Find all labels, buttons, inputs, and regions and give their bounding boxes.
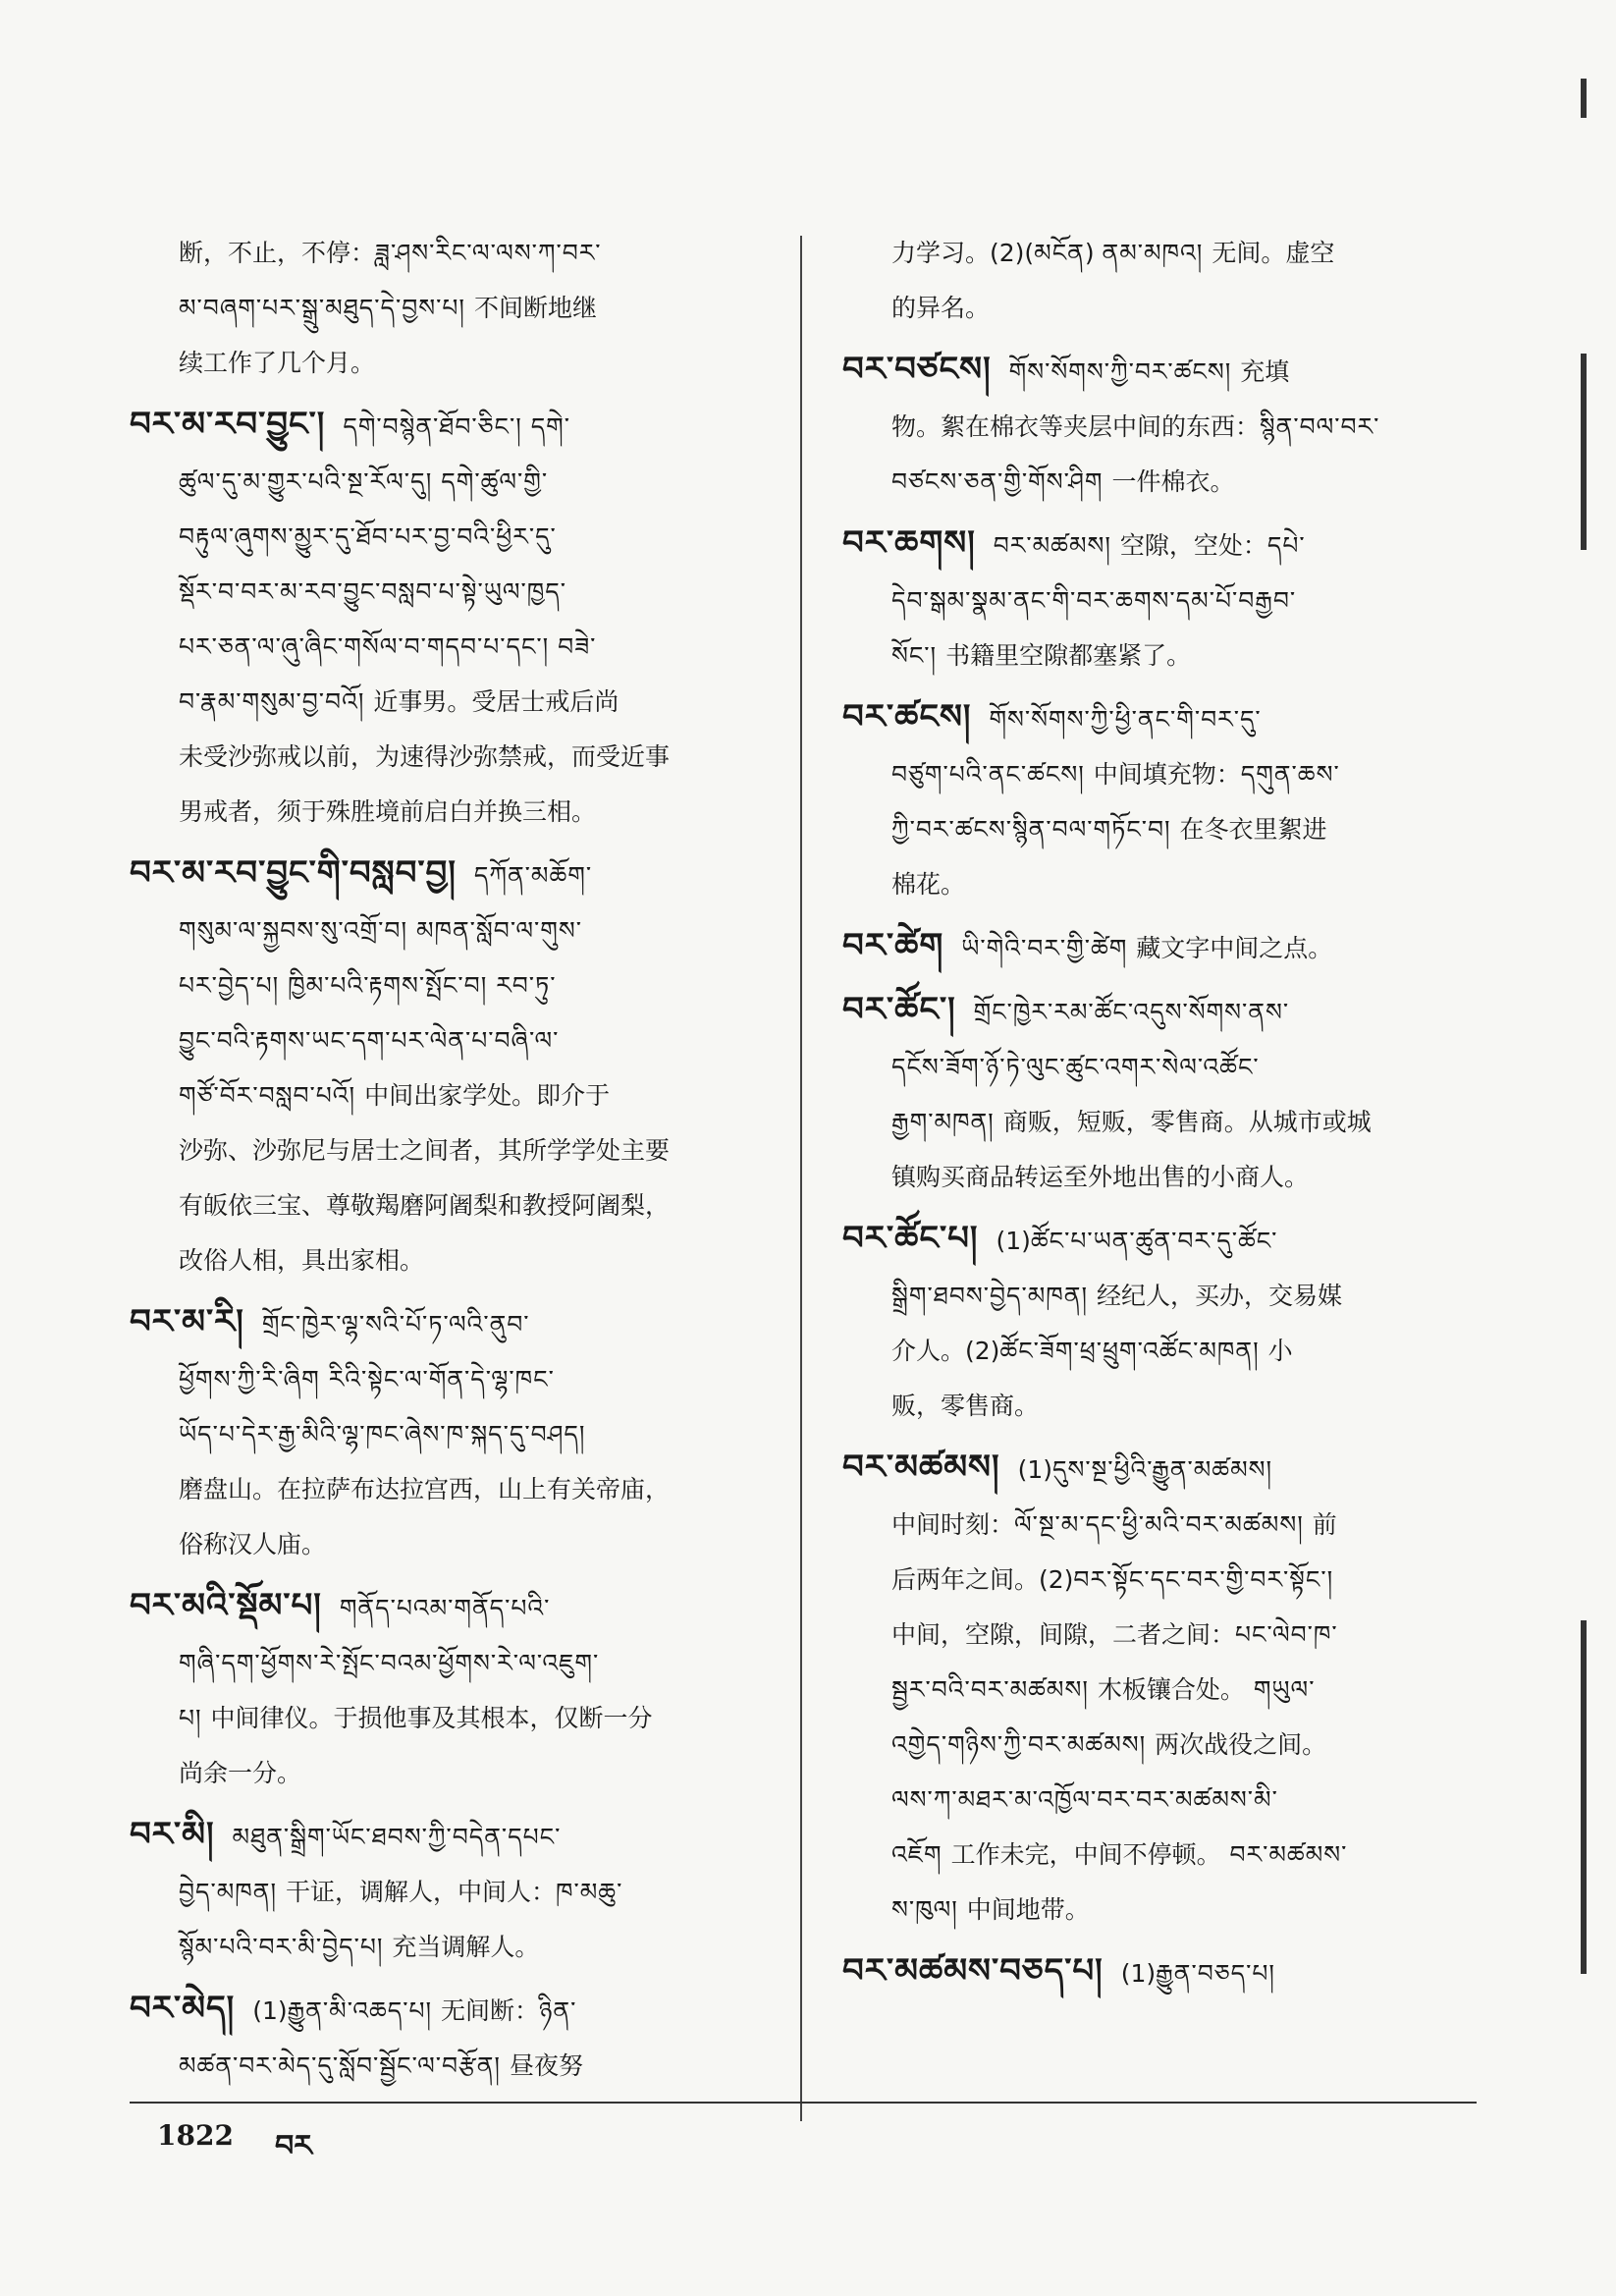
tibetan-text: གནོད་པའམ་གནོད་པའི་ [339,1594,551,1622]
footer-rule [130,2102,1477,2104]
entry-line [130,1178,778,1233]
tibetan-text: མ་བཞག་པར་སྒྲུ་མཐུད་དེ་བྱས་པ། [179,294,474,322]
tibetan-text: ཕྱོགས་ཀྱི་རི་ཞིག རིའི་སྟེང་ལ་གོན་དེ་ལྷ་ཁང་ [179,1365,555,1394]
dictionary-entry [130,1981,778,2094]
dictionary-entry [130,1294,778,1572]
chinese-text: 中间时刻： [891,1510,1015,1539]
tibetan-text: མཐུན་སྒྲིག་ཡོང་ཐབས་ཀྱི་བདེན་དཔང་ [232,1823,562,1851]
entry-line [130,1807,778,1865]
chinese-text: 木板镶合处。 [1097,1675,1245,1704]
chinese-text: 商贩，短贩，零售商。从城市或城 [1002,1108,1372,1136]
chinese-text: 续工作了几个月。 [179,349,376,377]
chinese-text: 中间出家学处。即介于 [364,1081,611,1110]
tibetan-text: བཙུག་པའི་ནང་ཚངས། [891,760,1094,789]
entry-line [130,397,778,455]
entry-line [842,1498,1476,1553]
tibetan-text: པང་ལེབ་ཁ་ [1235,1620,1338,1649]
chinese-text: 前 [1312,1510,1337,1539]
tibetan-text: པར་ཅན་ལ་ཞུ་ཞིང་གསོལ་བ་གདབ་པ་དང་། བཟེ་ [179,632,597,661]
entry-line [842,1324,1476,1379]
tibetan-text: བར་མཚམས་ [1220,1840,1348,1869]
entry-line [130,1746,778,1801]
dictionary-entry [842,1211,1476,1434]
chinese-text: 藏文字中间之点。 [1136,934,1333,962]
dictionary-entry [842,918,1476,976]
entry-line [842,1440,1476,1498]
chinese-text: 棉花。 [891,870,966,899]
tibetan-text: འཇོག [891,1840,951,1869]
entry-line [130,1517,778,1572]
dictionary-entry [842,342,1476,510]
tibetan-text: ཟླ་ཤས་རིང་ལ་ལས་ཀ་བར་ [375,239,602,267]
running-head: བར [275,2129,312,2163]
left-column [130,226,778,2100]
tibetan-text: བར་སྟོང་དང་བར་གྱི་བར་སྟོང་། [1073,1565,1334,1594]
tibetan-text: ལོ་སྔ་མ་དང་ཕྱི་མའི་བར་མཚམས། [1014,1510,1313,1539]
chinese-text: (1) [1120,1959,1157,1988]
tibetan-text: བཙངས་ཅན་གྱི་གོས་ཤིག [891,467,1112,496]
entry-line [842,516,1476,574]
tibetan-text: དུས་སྔ་ཕྱིའི་རྒྱུན་མཚམས། [1051,1455,1273,1484]
entry-line [130,281,778,336]
edge-mark [1581,1620,1587,1974]
entry-line [842,918,1476,976]
dictionary-entry [842,516,1476,683]
tibetan-text: རྒྱུན་བཅད་པ། [1156,1959,1275,1988]
headword: བར་མ་རབ་བྱུང་། [130,405,326,444]
tibetan-text: ས་ཁུལ། [891,1895,967,1924]
chinese-text: 物。絮在棉衣等夹层中间的东西： [891,412,1261,441]
headword: བར་མཚམས། [842,1448,1000,1487]
tibetan-text: ཚོང་ཟོག་ཕྲ་ཕྲུག་འཚོང་མཁན། [999,1337,1268,1365]
tibetan-text: ནམ་མཁའ། [1102,239,1212,267]
tibetan-text: བ་རྣམ་གསུམ་བྱ་བའོ། [179,687,374,716]
headword: བར་ཚོང་། [842,990,956,1029]
chinese-text: 断，不止，不停： [179,239,376,267]
entry-line [130,510,778,565]
chinese-text: 充当调解人。 [392,1933,540,1961]
tibetan-text: དངོས་ཟོག་ཉོ་ཏེ་ལུང་ཚུང་འགར་སེལ་འཚོང་ [891,1053,1260,1081]
entry-line [130,1462,778,1517]
chinese-text: 沙弥、沙弥尼与居士之间者，其所学学处主要 [179,1136,671,1165]
chinese-text: 力学习。(2)( [891,239,1035,267]
tibetan-text: གཙོ་བོར་བསླབ་པའོ། [179,1081,365,1110]
chinese-text: 工作未完，中间不停顿。 [950,1840,1221,1869]
headword: བར་མའི་སྡོམ་པ། [130,1586,322,1625]
chinese-text: 近事男。受居士戒后尚 [373,687,619,716]
chinese-text: 两次战役之间。 [1155,1730,1327,1759]
entry-line [130,226,778,281]
chinese-text: ) [1084,239,1103,267]
chinese-text: 有皈依三宝、尊敬羯磨阿阇梨和教授阿阇梨， [179,1191,671,1220]
tibetan-text: དགེ་བསྙེན་ཐོབ་ཅིང་། དགེ་ [343,412,571,441]
entry-line [130,1123,778,1178]
entry-line [842,455,1476,510]
tibetan-text: ལས་ཀ་མཐར་མ་འཁྱོལ་བར་བར་མཚམས་མི་ [891,1785,1278,1814]
tibetan-text: གསུམ་ལ་སྐྱབས་སུ་འགྲོ་བ། མཁན་སློབ་ལ་གུས་ [179,916,582,945]
entry-line [130,1352,778,1407]
tibetan-text: དེབ་སྒམ་སྣམ་ནང་གི་བར་ཆགས་དམ་པོ་བརྒྱབ་ [891,586,1297,615]
entry-line [842,747,1476,802]
edge-mark [1581,354,1587,550]
headword: བར་མི། [130,1815,215,1854]
right-column [842,226,1476,2007]
tibetan-text: སྒྲིག་ཐབས་བྱེད་མཁན། [891,1282,1097,1310]
entry-continuation [842,226,1476,336]
headword: བར་ཚེག [842,926,944,965]
entry-continuation [130,226,778,391]
tibetan-text: གྲོང་ཁྱེར་ལྷ་སའི་པོ་ཏ་ལའི་ནུབ་ [261,1310,530,1339]
entry-line [130,620,778,675]
tibetan-text: རྒྱག་མཁན། [891,1108,1003,1136]
tibetan-text: ཚུལ་དུ་མ་གྱུར་པའི་སྔ་རོལ་དུ། དགེ་ཚུལ་གྱི་ [179,467,549,496]
entry-line [842,281,1476,336]
entry-line [842,1150,1476,1205]
tibetan-text: པར་བྱེད་པ། ཁྱིམ་པའི་རྟགས་སྤོང་བ། རབ་ཏུ་ [179,971,557,1000]
tibetan-text: སྡོར་བ་བར་མ་རབ་བྱུང་བསླབ་པ་སྟེ་ཡུལ་ཁྱད་ [179,577,567,606]
tibetan-text: བྱུང་བའི་རྟགས་ཡང་དག་པར་ལེན་པ་བཞི་ལ་ [179,1026,560,1055]
entry-line [842,629,1476,683]
tibetan-text: མངོན [1034,239,1085,267]
entry-line [130,1578,778,1636]
chinese-text: 昼夜努 [509,2051,583,2080]
entry-line [130,565,778,620]
chinese-text: 后两年之间。(2) [891,1565,1074,1594]
headword: བར་བཙངས། [842,350,992,389]
entry-line [842,1718,1476,1773]
entry-line [130,1981,778,2039]
chinese-text: 镇购买商品转运至外地出售的小商人。 [891,1163,1310,1191]
tibetan-text: ཀྱི་བར་ཚངས་སྙིན་བལ་གཏོང་བ། [891,815,1180,844]
entry-line [130,730,778,785]
column-divider [800,236,802,2121]
tibetan-text: སྙོམ་པའི་བར་མི་བྱེད་པ། [179,1933,393,1961]
tibetan-text: མཚན་བར་མེད་དུ་སློབ་སྦྱོང་ལ་བརྩོན། [179,2051,510,2080]
entry-line [842,1943,1476,2001]
tibetan-text: གཞི་དག་ཕྱོགས་རེ་སྤོང་བའམ་ཕྱོགས་རེ་ལ་འཇུག་ [179,1649,600,1677]
entry-line [130,1865,778,1920]
chinese-text: 一件棉衣。 [1111,467,1235,496]
tibetan-text: བརྟུལ་ཞུགས་མྱུར་དུ་ཐོབ་པར་བྱ་བའི་ཕྱིར་དུ་ [179,522,557,551]
entry-line [130,336,778,391]
chinese-text: 空隙，空处： [1119,531,1267,560]
entry-line [842,1773,1476,1828]
chinese-text: 充填 [1240,357,1290,386]
tibetan-text: གོས་སོགས་ཀྱི་བར་ཚངས། [1008,357,1241,386]
tibetan-text: སོང་། [891,641,946,670]
tibetan-text: འགྱེད་གཉིས་ཀྱི་བར་མཚམས། [891,1730,1156,1759]
dictionary-entry [130,1578,778,1801]
tibetan-text: དཀོན་མཆོག་ [473,861,593,890]
entry-line [842,1040,1476,1095]
entry-line [842,1608,1476,1663]
entry-line [130,1920,778,1975]
tibetan-text: སྙིན་བལ་བར་ [1260,412,1380,441]
chinese-text: 小 [1267,1337,1293,1365]
entry-line [130,1068,778,1123]
entry-line [842,226,1476,281]
tibetan-text: པ། [179,1704,211,1732]
tibetan-text: སྦྱར་བའི་བར་མཚམས། [891,1675,1098,1704]
tibetan-text: གོས་སོགས་ཀྱི་ཕྱི་ནང་གི་བར་དུ་ [989,705,1262,734]
headword: བར་མ་རབ་བྱུང་གི་བསླབ་བྱ། [130,853,457,893]
entry-line [130,2039,778,2094]
tibetan-text: ཉིན་ [539,1996,577,2025]
entry-line [842,400,1476,455]
headword: བར་མཚམས་བཅད་པ། [842,1951,1104,1991]
chinese-text: 贩，零售商。 [891,1392,1040,1420]
tibetan-text: དཔེ་ [1266,531,1306,560]
chinese-text: 干证，调解人，中间人： [285,1878,556,1906]
chinese-text: 无间。虚空 [1212,239,1335,267]
edge-mark [1581,79,1587,118]
chinese-text: 无间断： [441,1996,540,2025]
chinese-text: 不间断地继 [473,294,597,322]
entry-line [842,1883,1476,1938]
dictionary-entry [842,689,1476,912]
page-number: 1822 [157,2119,234,2152]
entry-line [842,1553,1476,1608]
chinese-text: 书籍里空隙都塞紧了。 [945,641,1192,670]
entry-line [842,802,1476,857]
headword: བར་ཆགས། [842,523,976,563]
entry-line [130,1691,778,1746]
tibetan-text: ཚོང་པ་ཡན་ཚུན་བར་དུ་ཚོང་ [1030,1227,1278,1255]
chinese-text: 经纪人，买办，交易媒 [1096,1282,1342,1310]
dictionary-entry [842,982,1476,1205]
chinese-text: (1) [996,1227,1031,1255]
chinese-text: 俗称汉人庙。 [179,1530,327,1558]
tibetan-text: བར་མཚམས། [993,531,1120,560]
chinese-text: 磨盘山。在拉萨布达拉宫西，山上有关帝庙， [179,1475,671,1503]
chinese-text: 中间，空隙，间隙，二者之间： [891,1620,1236,1649]
entry-line [842,1269,1476,1324]
chinese-text: 介人。(2) [891,1337,1000,1365]
tibetan-text: ཡོད་པ་དེར་རྒྱ་མིའི་ལྷ་ཁང་ཞེས་ཁ་སྐད་དུ་བཤད། [179,1420,586,1449]
entry-line [842,857,1476,912]
entry-line [130,846,778,903]
chinese-text: (1) [252,1996,288,2025]
chinese-text: 中间填充物： [1093,760,1241,789]
tibetan-text: གཡུལ་ [1244,1675,1316,1704]
entry-line [842,1663,1476,1718]
entry-line [842,342,1476,400]
chinese-text: 中间地带。 [966,1895,1090,1924]
headword: བར་ཚོང་པ། [842,1219,979,1258]
tibetan-text: བྱེད་མཁན། [179,1878,286,1906]
entry-line [130,1636,778,1691]
entry-line [842,574,1476,629]
tibetan-text: གྲོང་ཁྱེར་རམ་ཚོང་འདུས་སོགས་ནས་ [973,998,1290,1026]
entry-line [130,1294,778,1352]
entry-line [842,1211,1476,1269]
chinese-text: 在冬衣里絮进 [1179,815,1327,844]
entry-line [130,675,778,730]
chinese-text: 尚余一分。 [179,1759,302,1787]
dictionary-entry [842,1440,1476,1938]
entry-line [842,1379,1476,1434]
tibetan-text: ཡི་གེའི་བར་གྱི་ཚེག [961,934,1137,962]
entry-line [130,1233,778,1288]
dictionary-entry [130,846,778,1288]
entry-line [842,689,1476,747]
chinese-text: (1) [1017,1455,1052,1484]
dictionary-entry [130,397,778,840]
entry-line [130,958,778,1013]
dictionary-entry [130,1807,778,1975]
tibetan-text: ཁ་མཆུ་ [556,1878,623,1906]
entry-line [842,982,1476,1040]
chinese-text: 中间律仪。于损他事及其根本，仅断一分 [210,1704,653,1732]
entry-line [130,1407,778,1462]
headword: བར་མེད། [130,1989,236,2028]
entry-line [130,903,778,958]
entry-line [842,1095,1476,1150]
entry-line [130,1013,778,1068]
tibetan-text: དགུན་ཆས་ [1240,760,1340,789]
headword: བར་མ་རི། [130,1302,244,1341]
entry-line [130,455,778,510]
entry-line [130,785,778,840]
chinese-text: 的异名。 [891,294,991,322]
chinese-text: 改俗人相，具出家相。 [179,1246,425,1275]
dictionary-entry [842,1943,1476,2001]
headword: བར་ཚངས། [842,697,972,737]
tibetan-text: རྒྱུན་མི་འཆད་པ། [287,1996,442,2025]
chinese-text: 未受沙弥戒以前，为速得沙弥禁戒，而受近事 [179,742,671,771]
entry-line [842,1828,1476,1883]
chinese-text: 男戒者，须于殊胜境前启白并换三相。 [179,797,597,826]
